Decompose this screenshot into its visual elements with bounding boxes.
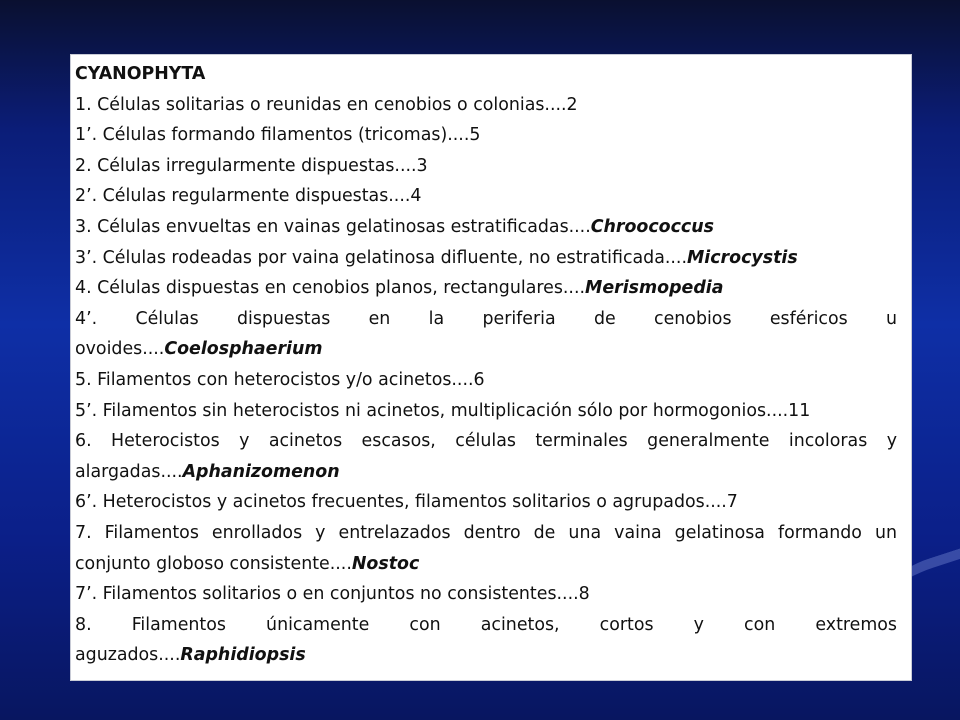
key-line-text: conjunto globoso consistente....	[75, 553, 352, 574]
key-line-text: ovoides....	[75, 339, 165, 360]
document-title: CYANOPHYTA	[75, 64, 206, 84]
key-line	[75, 181, 897, 212]
genus-name: Merismopedia	[585, 278, 724, 299]
genus-name: Chroococcus	[590, 216, 714, 237]
genus-name: Nostoc	[351, 553, 420, 574]
key-line-text: 1. Células solitarias o reunidas en cenobios o colonias....2	[75, 94, 578, 115]
key-line	[75, 610, 897, 641]
key-line	[75, 579, 897, 610]
key-line	[75, 426, 897, 457]
key-line	[75, 487, 897, 518]
key-line	[75, 365, 897, 396]
key-line-text: 8. Filamentos únicamente con acinetos, cortos y con extremos	[75, 614, 897, 635]
key-line	[75, 640, 897, 671]
genus-name: Coelosphaerium	[164, 339, 323, 360]
key-line-text: 1’. Células formando filamentos (tricomas)....5	[75, 125, 481, 146]
key-line-text: 4’. Células dispuestas en la periferia de cenobios esféricos u	[75, 308, 897, 329]
key-line	[75, 396, 897, 427]
key-line-text: 2’. Células regularmente dispuestas....4	[75, 186, 422, 207]
key-line-text: 3’. Células rodeadas por vaina gelatinosa difluente, no estratificada....	[75, 247, 687, 268]
key-line-text: 5. Filamentos con heterocistos y/o acinetos....6	[75, 369, 485, 390]
key-line	[75, 243, 897, 274]
key-line	[75, 120, 897, 151]
key-line-text: 4. Células dispuestas en cenobios planos, rectangulares....	[75, 278, 586, 299]
key-line	[75, 151, 897, 182]
key-line	[75, 304, 897, 335]
genus-name: Raphidiopsis	[180, 645, 306, 666]
key-line	[75, 518, 897, 549]
key-line	[75, 90, 897, 121]
key-line	[75, 457, 897, 488]
key-lines	[75, 90, 897, 671]
genus-name: Aphanizomenon	[182, 461, 340, 482]
key-line-text: 7. Filamentos enrollados y entrelazados dentro de una vaina gelatinosa formando un	[75, 522, 897, 543]
key-line-text: 3. Células envueltas en vainas gelatinosas estratificadas....	[75, 216, 591, 237]
key-line-text: 6. Heterocistos y acinetos escasos, células terminales generalmente incoloras y	[75, 431, 897, 452]
key-line-text: alargadas....	[75, 461, 183, 482]
key-line	[75, 334, 897, 365]
key-line-text: aguzados....	[75, 645, 181, 666]
genus-name: Microcystis	[686, 247, 798, 268]
key-line-text: 6’. Heterocistos y acinetos frecuentes, filamentos solitarios o agrupados....7	[75, 492, 738, 513]
key-document	[71, 55, 911, 680]
key-line-text: 5’. Filamentos sin heterocistos ni acinetos, multiplicación sólo por hormogonios....11	[75, 400, 811, 421]
key-line-text: 2. Células irregularmente dispuestas....3	[75, 155, 428, 176]
key-line-text: 7’. Filamentos solitarios o en conjuntos no consistentes....8	[75, 584, 590, 605]
key-line	[75, 212, 897, 243]
key-line	[75, 273, 897, 304]
key-line	[75, 549, 897, 580]
